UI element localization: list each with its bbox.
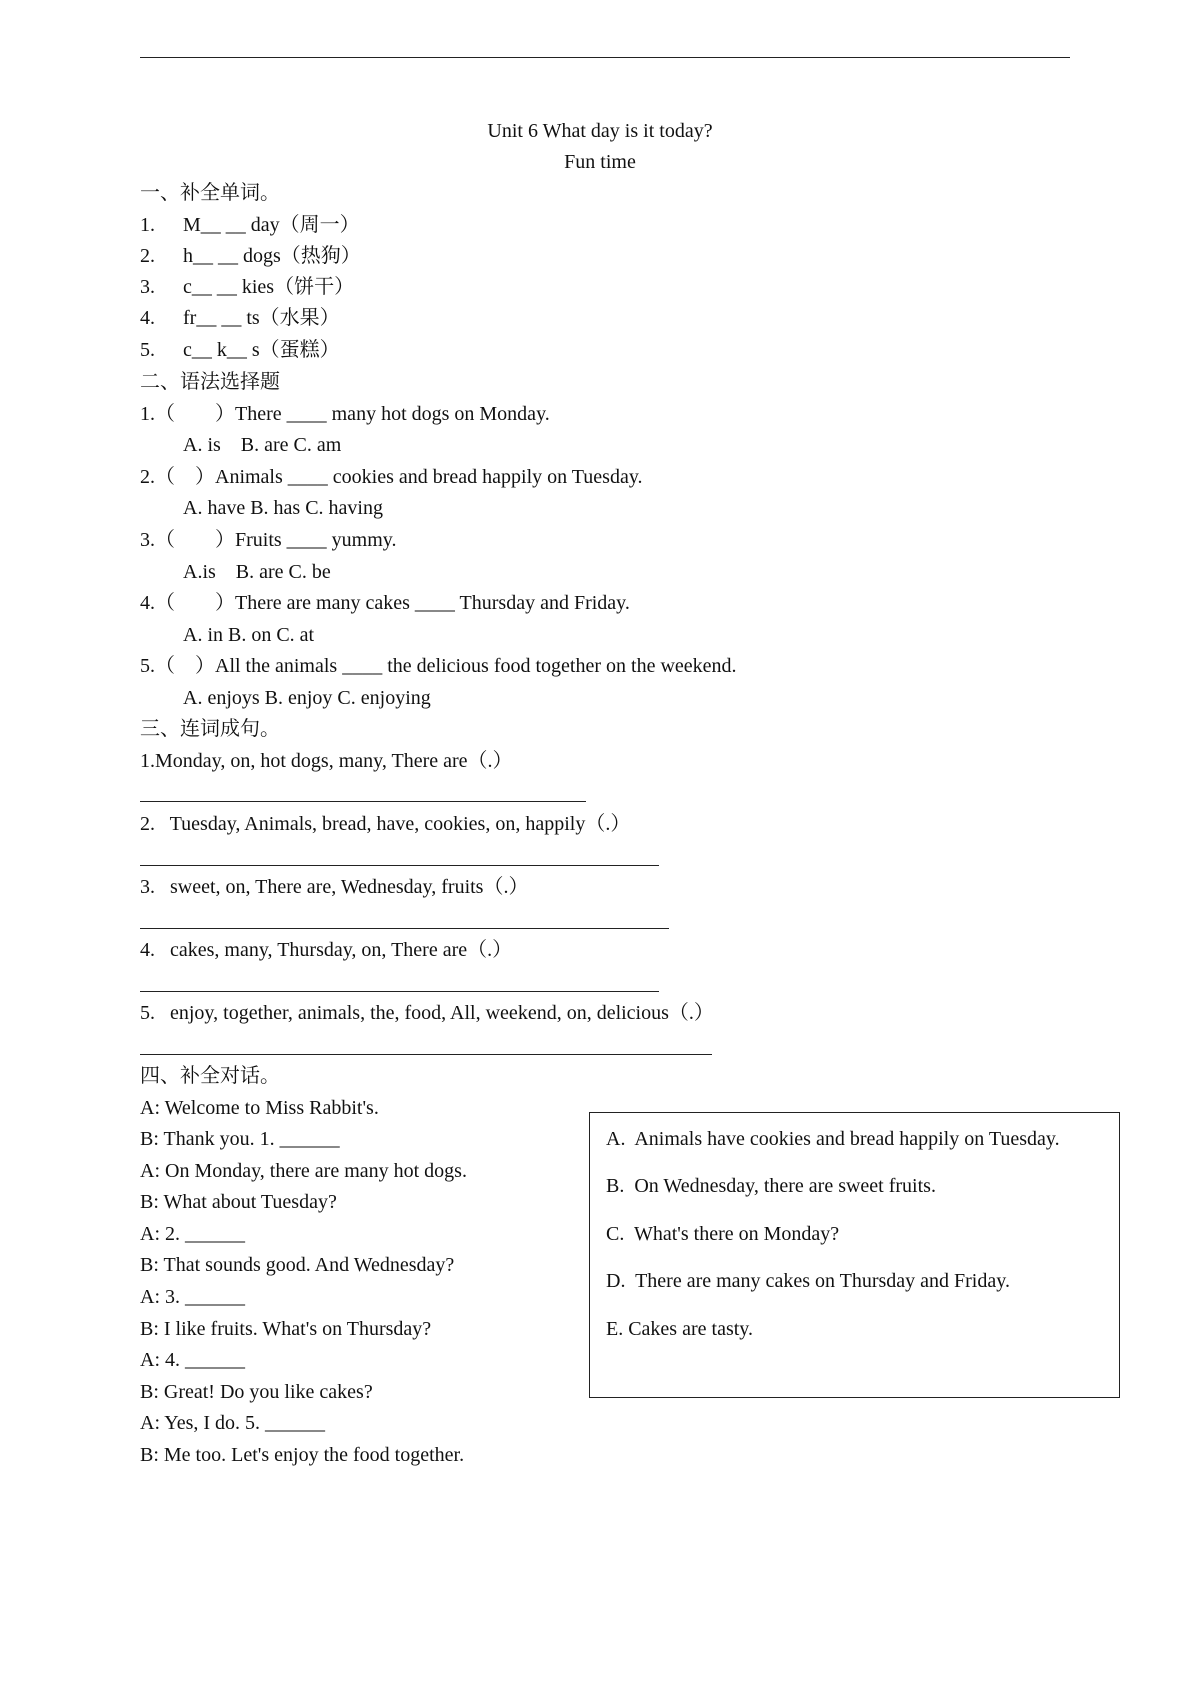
choice-option: D. There are many cakes on Thursday and Friday. (606, 1270, 1010, 1292)
choice-box (589, 1112, 1120, 1398)
sentence-prompt: 1.Monday, on, hot dogs, many, There are（.） (140, 750, 513, 772)
grammar-options: A. have B. has C. having (183, 497, 383, 519)
header-rule (140, 57, 1070, 58)
word-item (140, 306, 340, 330)
dialogue-line: B: Great! Do you like cakes? (140, 1381, 373, 1403)
grammar-question: 3.（ ）Fruits ____ yummy. (140, 529, 397, 551)
dialogue-line: A: 2. ______ (140, 1223, 245, 1245)
dialogue-line: B: Thank you. 1. ______ (140, 1128, 340, 1150)
choice-option: B. On Wednesday, there are sweet fruits. (606, 1175, 936, 1197)
sentence-prompt: 5. enjoy, together, animals, the, food, All, weekend, on, delicious（.） (140, 1002, 714, 1024)
item-number: 4. (140, 307, 155, 329)
dialogue-line: A: On Monday, there are many hot dogs. (140, 1160, 467, 1182)
word-item (140, 244, 361, 268)
item-text: fr__ __ ts（水果） (183, 307, 340, 329)
grammar-question: 1.（ ）There ____ many hot dogs on Monday. (140, 403, 550, 425)
dialogue-line: A: 4. ______ (140, 1349, 245, 1371)
item-text: h__ __ dogs（热狗） (183, 245, 361, 267)
worksheet-subtitle: Fun time (564, 151, 636, 173)
dialogue-line: A: Welcome to Miss Rabbit's. (140, 1097, 379, 1119)
answer-line[interactable] (140, 801, 586, 802)
grammar-options: A. in B. on C. at (183, 624, 315, 646)
dialogue-line: B: I like fruits. What's on Thursday? (140, 1318, 432, 1340)
item-text: c__ __ kies（饼干） (183, 276, 355, 298)
dialogue-line: A: 3. ______ (140, 1286, 245, 1308)
choice-option: E. Cakes are tasty. (606, 1318, 753, 1340)
sentence-prompt: 4. cakes, many, Thursday, on, There are（.） (140, 939, 513, 961)
grammar-options: A. is B. are C. am (183, 434, 342, 456)
grammar-question: 2.（ ）Animals ____ cookies and bread happily on Tuesday. (140, 466, 643, 488)
dialogue-line: B: That sounds good. And Wednesday? (140, 1254, 455, 1276)
grammar-question: 4.（ ）There are many cakes ____ Thursday and Friday. (140, 592, 630, 614)
choice-option: C. What's there on Monday? (606, 1223, 840, 1245)
item-number: 5. (140, 339, 155, 361)
item-number: 2. (140, 245, 155, 267)
choice-option: A. Animals have cookies and bread happily on Tuesday. (606, 1128, 1060, 1150)
grammar-question: 5.（ ）All the animals ____ the delicious food together on the weekend. (140, 655, 737, 677)
word-item (140, 213, 360, 237)
sentence-prompt: 3. sweet, on, There are, Wednesday, fruits（.） (140, 876, 529, 898)
answer-line[interactable] (140, 928, 669, 929)
answer-line[interactable] (140, 991, 659, 992)
answer-line[interactable] (140, 865, 659, 866)
grammar-options: A. enjoys B. enjoy C. enjoying (183, 687, 431, 709)
section2-heading: 二、语法选择题 (140, 371, 280, 393)
dialogue-line: B: Me too. Let's enjoy the food together. (140, 1444, 465, 1466)
section1-heading: 一、补全单词。 (140, 182, 280, 204)
dialogue-line: A: Yes, I do. 5. ______ (140, 1412, 326, 1434)
sentence-prompt: 2. Tuesday, Animals, bread, have, cookies, on, happily（.） (140, 813, 631, 835)
word-item (140, 275, 354, 299)
dialogue-line: B: What about Tuesday? (140, 1191, 337, 1213)
item-text: c__ k__ s（蛋糕） (183, 339, 340, 361)
grammar-options: A.is B. are C. be (183, 561, 331, 583)
word-item (140, 338, 340, 362)
item-text: M__ __ day（周一） (183, 214, 360, 236)
item-number: 3. (140, 276, 155, 298)
answer-line[interactable] (140, 1054, 712, 1055)
section4-heading: 四、补全对话。 (140, 1065, 280, 1087)
section3-heading: 三、连词成句。 (140, 718, 280, 740)
item-number: 1. (140, 214, 155, 236)
worksheet-title: Unit 6 What day is it today? (487, 120, 713, 142)
